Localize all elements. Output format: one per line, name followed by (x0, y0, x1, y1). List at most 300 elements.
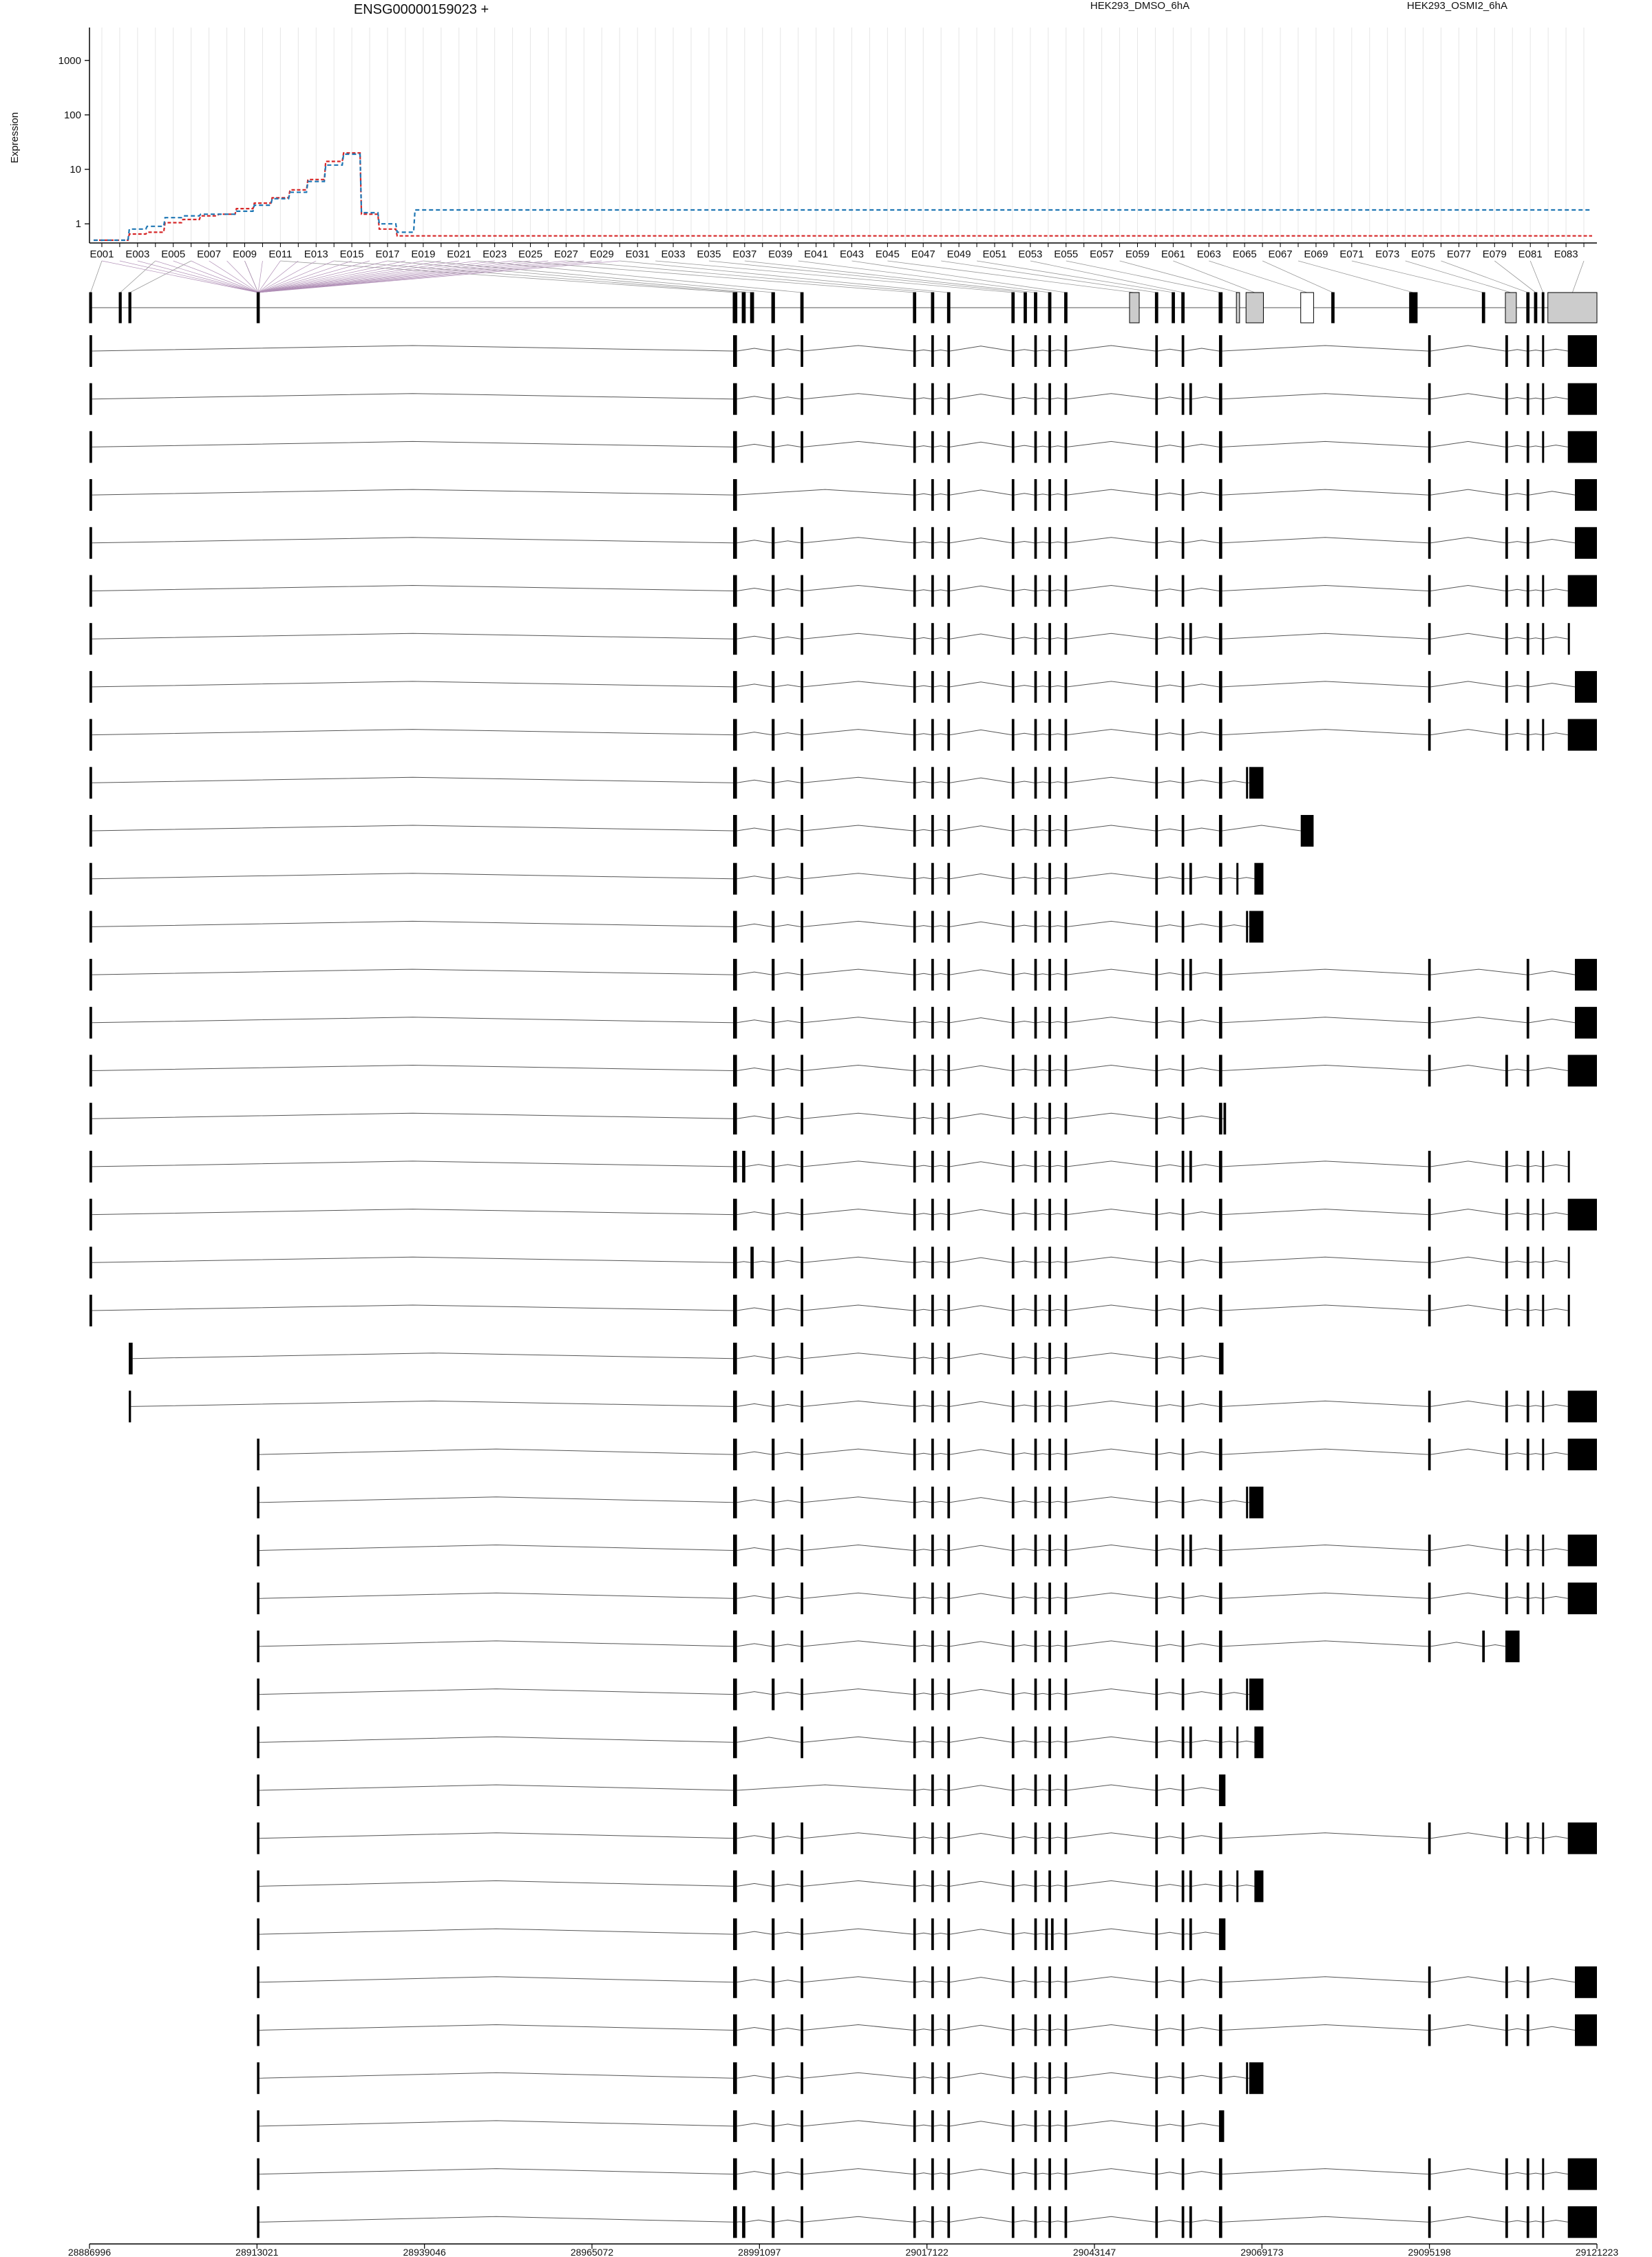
y-tick-label: 1 (75, 218, 81, 231)
exon-block (733, 767, 737, 798)
intron-line (1015, 2125, 1035, 2126)
intron-line (1222, 1545, 1428, 1551)
exon-block (1012, 2206, 1015, 2238)
intron-line (1158, 877, 1182, 879)
intron-line (916, 1214, 931, 1215)
intron-line (1508, 1309, 1527, 1311)
intron-line (934, 1837, 948, 1839)
exon-block (1155, 383, 1158, 415)
exon-block (1065, 479, 1068, 511)
exon-block (1065, 575, 1068, 607)
exon-block (1505, 575, 1508, 607)
intron-line (934, 878, 948, 879)
intron-line (1158, 973, 1182, 975)
exon-block (1182, 1679, 1185, 1710)
intron-line (1508, 1597, 1527, 1598)
intron-line (1158, 1693, 1182, 1695)
intron-line (916, 1070, 931, 1071)
intron-line (916, 1117, 931, 1119)
exon-block (1035, 383, 1037, 415)
intron-line (803, 681, 913, 687)
exon-block (89, 911, 92, 942)
exon-block (1155, 1343, 1158, 1375)
intron-line (1067, 825, 1155, 831)
exon-block (1048, 1487, 1051, 1518)
exon-block (1065, 863, 1068, 895)
exon-block (913, 863, 916, 895)
exon-block (772, 2015, 774, 2046)
intron-line (1529, 540, 1575, 543)
exon-block (733, 1295, 737, 1326)
exon-block (1182, 1535, 1185, 1567)
intron-line (1051, 1070, 1065, 1071)
exon-block (931, 1631, 934, 1662)
exon-block (1428, 1823, 1431, 1854)
intron-line (260, 1641, 733, 1646)
exon-connector (709, 261, 1026, 293)
intron-line (803, 1545, 913, 1551)
intron-line (1067, 1737, 1155, 1742)
intron-line (1222, 781, 1247, 783)
exon-block (733, 911, 737, 942)
genomic-tick-label: 29069173 (1240, 2247, 1284, 2257)
exon-block (947, 575, 950, 607)
exon-block (89, 815, 92, 847)
intron-line (803, 1880, 913, 1886)
exon-block (913, 1726, 916, 1758)
exon-block (1065, 671, 1068, 703)
intron-line (737, 876, 772, 879)
intron-line (92, 730, 733, 735)
exon-block (1012, 2015, 1015, 2046)
intron-line (1222, 1977, 1428, 1982)
intron-line (1037, 1837, 1048, 1838)
intron-line (1158, 1885, 1182, 1887)
exon-block (1246, 1679, 1248, 1710)
exon-block (913, 815, 916, 847)
exon-block (1542, 623, 1544, 655)
exon-block (1542, 575, 1544, 607)
exon-block (913, 2015, 916, 2046)
exon-block (947, 1439, 950, 1470)
exon-connector (258, 261, 620, 293)
intron-line (1051, 446, 1065, 447)
exon-block (1048, 2015, 1051, 2046)
exon-block (1048, 1007, 1051, 1039)
intron-line (803, 873, 913, 879)
exon-block (913, 1679, 916, 1710)
intron-line (1037, 974, 1048, 975)
intron-line (1015, 2221, 1035, 2222)
exon-block (257, 2206, 260, 2238)
transcript-row (257, 1870, 1263, 1902)
exon-block (801, 335, 803, 367)
exon-block (1254, 1870, 1263, 1902)
exon-block (1012, 575, 1015, 607)
intron-line (774, 2076, 801, 2078)
exon-block (89, 431, 92, 463)
intron-line (1222, 2076, 1247, 2078)
intron-line (774, 2220, 801, 2222)
exon-block (1155, 1055, 1158, 1087)
exon-block (1155, 767, 1158, 798)
transcript-row (89, 719, 1597, 751)
exon-tick-label: E065 (1232, 248, 1257, 260)
intron-line (1158, 445, 1182, 447)
exon-block (801, 815, 803, 847)
exon-block (1012, 2062, 1015, 2094)
exon-block (1189, 623, 1192, 655)
exon-block (1182, 671, 1185, 703)
intron-line (745, 2220, 772, 2222)
exon-block (1035, 863, 1037, 895)
exon-block (1249, 2062, 1264, 2094)
intron-line (1051, 1598, 1065, 1599)
intron-line (260, 2073, 733, 2078)
intron-line (950, 538, 1012, 543)
exon-block (1048, 1151, 1051, 1183)
intron-line (774, 1596, 801, 1598)
intron-line (1192, 1932, 1219, 1934)
exon-block (1065, 1007, 1068, 1039)
exon-block (1301, 815, 1314, 847)
exon-bin (1130, 293, 1139, 323)
exon-block (947, 1055, 950, 1087)
intron-line (737, 1737, 801, 1742)
exon-block (1035, 1535, 1037, 1567)
intron-line (774, 397, 801, 399)
intron-line (916, 542, 931, 543)
intron-line (1185, 1550, 1189, 1551)
intron-line (774, 349, 801, 351)
intron-line (934, 1165, 948, 1167)
intron-line (774, 1021, 801, 1023)
exon-block (931, 719, 934, 751)
exon-block (1182, 767, 1185, 798)
exon-block (947, 1918, 950, 1950)
exon-block (733, 335, 737, 367)
intron-line (1015, 1213, 1035, 1214)
intron-line (737, 1980, 772, 1982)
exon-block (1065, 2206, 1068, 2238)
intron-line (1192, 397, 1219, 399)
intron-line (1015, 925, 1035, 926)
exon-block (772, 959, 774, 990)
transcript-row (129, 1390, 1597, 1422)
intron-line (934, 1549, 948, 1551)
exon-block (931, 479, 934, 511)
transcript-row (257, 1631, 1519, 1662)
exon-block (1568, 575, 1597, 607)
transcript-row (89, 527, 1597, 559)
intron-line (803, 1593, 913, 1598)
exon-block (1542, 1823, 1544, 1854)
transcript-row (89, 623, 1570, 655)
intron-line (934, 1309, 948, 1311)
intron-line (1222, 1501, 1247, 1503)
exon-block (1219, 1055, 1222, 1087)
intron-line (1529, 2173, 1543, 2174)
intron-line (950, 730, 1012, 734)
exon-block (733, 1151, 737, 1183)
genomic-tick-label: 28913021 (235, 2247, 279, 2257)
exon-block (947, 527, 950, 559)
exon-bin (1246, 293, 1263, 323)
series-line-dmso (94, 153, 1592, 240)
exon-block (257, 1726, 260, 1758)
exon-block (1219, 1582, 1222, 1614)
transcript-row (257, 1774, 1225, 1806)
intron-line (803, 730, 913, 735)
intron-line (950, 1593, 1012, 1598)
intron-line (1431, 394, 1505, 399)
intron-line (803, 1305, 913, 1311)
exon-block (1035, 1582, 1037, 1614)
intron-line (1529, 1165, 1543, 1167)
exon-block (801, 719, 803, 751)
exon-block (931, 623, 934, 655)
intron-line (1067, 1785, 1155, 1790)
exon-block (1155, 1390, 1158, 1422)
transcript-row (89, 479, 1597, 511)
intron-line (934, 1501, 948, 1503)
exon-block (1527, 1199, 1529, 1231)
intron-line (934, 2029, 948, 2031)
intron-line (745, 1165, 772, 1167)
exon-block (1219, 1774, 1225, 1806)
intron-line (774, 1260, 801, 1262)
exon-block (733, 1726, 737, 1758)
exon-block (913, 1582, 916, 1614)
exon-tick-label: E025 (518, 248, 543, 260)
exon-block (947, 1823, 950, 1854)
exon-connector (258, 261, 423, 293)
exon-block (931, 2110, 934, 2142)
exon-block (1035, 959, 1037, 990)
exon-block (1527, 2015, 1529, 2046)
exon-block (1012, 1055, 1015, 1087)
exon-block (257, 1967, 260, 1998)
intron-line (1431, 633, 1505, 639)
exon-block (1035, 1631, 1037, 1662)
exon-tick-label: E075 (1411, 248, 1436, 260)
intron-line (1015, 1261, 1035, 1262)
intron-line (1185, 780, 1219, 783)
exon-block (1542, 1151, 1544, 1183)
exon-block (913, 575, 916, 607)
exon-tick-label: E073 (1375, 248, 1400, 260)
intron-line (1185, 732, 1219, 735)
exon-block (801, 431, 803, 463)
intron-line (774, 1980, 801, 1982)
intron-line (737, 1262, 751, 1263)
exon-block (1012, 1487, 1015, 1518)
exon-block (1065, 815, 1068, 847)
genomic-tick-label: 29121223 (1575, 2247, 1619, 2257)
intron-line (916, 2029, 931, 2031)
intron-line (1185, 444, 1219, 447)
exon-block (1527, 383, 1529, 415)
exon-block (1155, 1631, 1158, 1662)
intron-line (950, 1881, 1012, 1886)
intron-line (1051, 1741, 1065, 1743)
exon-block (913, 1487, 916, 1518)
intron-line (1185, 1260, 1219, 1262)
exon-block (1182, 1631, 1185, 1662)
exon-block (1219, 1726, 1222, 1758)
intron-line (260, 1593, 733, 1598)
exon-block (1065, 959, 1068, 990)
exon-block (1219, 383, 1222, 415)
exon-tick-label: E049 (946, 248, 971, 260)
exon-block (931, 1390, 934, 1422)
intron-line (1544, 1165, 1568, 1167)
intron-line (1529, 1310, 1543, 1311)
transcript-row (89, 1199, 1597, 1231)
exon-block (1155, 959, 1158, 990)
intron-line (950, 1209, 1012, 1214)
exon-block (801, 1151, 803, 1183)
intron-line (950, 1498, 1012, 1503)
intron-line (934, 446, 948, 447)
exon-block (1065, 1967, 1068, 1998)
intron-line (774, 2028, 801, 2031)
exon-block (913, 911, 916, 942)
intron-line (1067, 681, 1155, 687)
intron-line (1222, 586, 1428, 591)
exon-block (733, 431, 737, 463)
exon-block (1182, 1439, 1185, 1470)
exon-block (1048, 1774, 1051, 1806)
y-tick-label: 1000 (58, 54, 81, 67)
exon-block (1182, 1823, 1185, 1854)
intron-line (1051, 1789, 1065, 1790)
exon-block (1542, 2206, 1544, 2238)
intron-line (1185, 1692, 1219, 1695)
genomic-axis-ticks (68, 2244, 1619, 2257)
exon-block (1182, 1343, 1185, 1375)
intron-line (774, 1069, 801, 1071)
exon-connector (120, 261, 258, 293)
exon-block (733, 1487, 737, 1518)
exon-bin (89, 293, 92, 323)
exon-block (1527, 1055, 1529, 1087)
intron-line (1158, 925, 1182, 927)
intron-line (1067, 1353, 1155, 1359)
exon-block (913, 1439, 916, 1470)
exon-block (1219, 863, 1222, 895)
exon-block (1527, 1823, 1529, 1854)
exon-block (947, 1967, 950, 1998)
exon-block (801, 527, 803, 559)
exon-block (947, 767, 950, 798)
intron-line (803, 538, 913, 543)
exon-block (772, 1295, 774, 1326)
exon-block (1155, 1582, 1158, 1614)
exon-block (801, 623, 803, 655)
exon-block (1568, 623, 1570, 655)
transcript-row (257, 2062, 1263, 2094)
intron-line (1015, 445, 1035, 447)
intron-line (950, 2217, 1012, 2222)
intron-line (1037, 2077, 1048, 2078)
intron-line (1158, 1308, 1182, 1311)
intron-line (1067, 1449, 1155, 1454)
intron-line (1037, 1166, 1048, 1167)
exon-block (1568, 2206, 1597, 2238)
intron-line (1015, 1933, 1035, 1934)
intron-line (1185, 2172, 1219, 2174)
transcript-row (129, 1343, 1223, 1375)
transcript-row (257, 2015, 1597, 2046)
exon-block (1219, 1631, 1222, 1662)
exon-block (1505, 2159, 1508, 2190)
intron-line (774, 1932, 801, 1934)
exon-block (1527, 1967, 1529, 1998)
intron-line (934, 1214, 948, 1215)
exon-block (931, 1487, 934, 1518)
intron-line (1529, 491, 1575, 495)
exon-block (1527, 1007, 1529, 1039)
chart-title: ENSG00000159023 + (353, 2, 489, 17)
exon-block (913, 719, 916, 751)
intron-line (1185, 1452, 1219, 1454)
exon-block (772, 1103, 774, 1134)
exon-bin (1035, 293, 1037, 323)
intron-line (1067, 1929, 1155, 1934)
exon-block (89, 1295, 92, 1326)
exon-block (913, 959, 916, 990)
exon-block (1035, 815, 1037, 847)
transcript-row (257, 1967, 1597, 1998)
intron-line (1015, 542, 1035, 543)
intron-line (260, 1737, 733, 1742)
exon-tick-label: E031 (625, 248, 650, 260)
intron-line (1508, 398, 1527, 399)
intron-line (1015, 1693, 1035, 1694)
intron-line (92, 586, 733, 591)
intron-line (1529, 1214, 1543, 1215)
intron-line (1015, 1597, 1035, 1598)
intron-line (934, 2221, 948, 2223)
intron-line (950, 1929, 1012, 1934)
intron-line (1508, 445, 1527, 447)
exon-block (1182, 2206, 1185, 2238)
intron-line (1037, 1885, 1048, 1886)
intron-line (1051, 2125, 1065, 2126)
exon-block (772, 1918, 774, 1950)
intron-line (1158, 1741, 1182, 1743)
intron-line (950, 1018, 1012, 1023)
exon-block (1182, 1295, 1185, 1326)
exon-block (931, 1151, 934, 1183)
intron-line (1051, 1837, 1065, 1839)
exon-block (257, 1823, 260, 1854)
transcript-row (257, 1582, 1597, 1614)
intron-line (1222, 346, 1428, 351)
intron-line (1067, 2121, 1155, 2126)
exon-block (1428, 1055, 1431, 1087)
intron-line (1192, 637, 1219, 639)
intron-line (1015, 637, 1035, 639)
exon-block (1065, 1343, 1068, 1375)
intron-line (934, 686, 948, 687)
exon-block (1012, 479, 1015, 511)
exon-block (257, 1631, 260, 1662)
exon-block (1045, 1918, 1048, 1950)
intron-line (1485, 1645, 1505, 1646)
intron-line (1185, 2123, 1219, 2126)
